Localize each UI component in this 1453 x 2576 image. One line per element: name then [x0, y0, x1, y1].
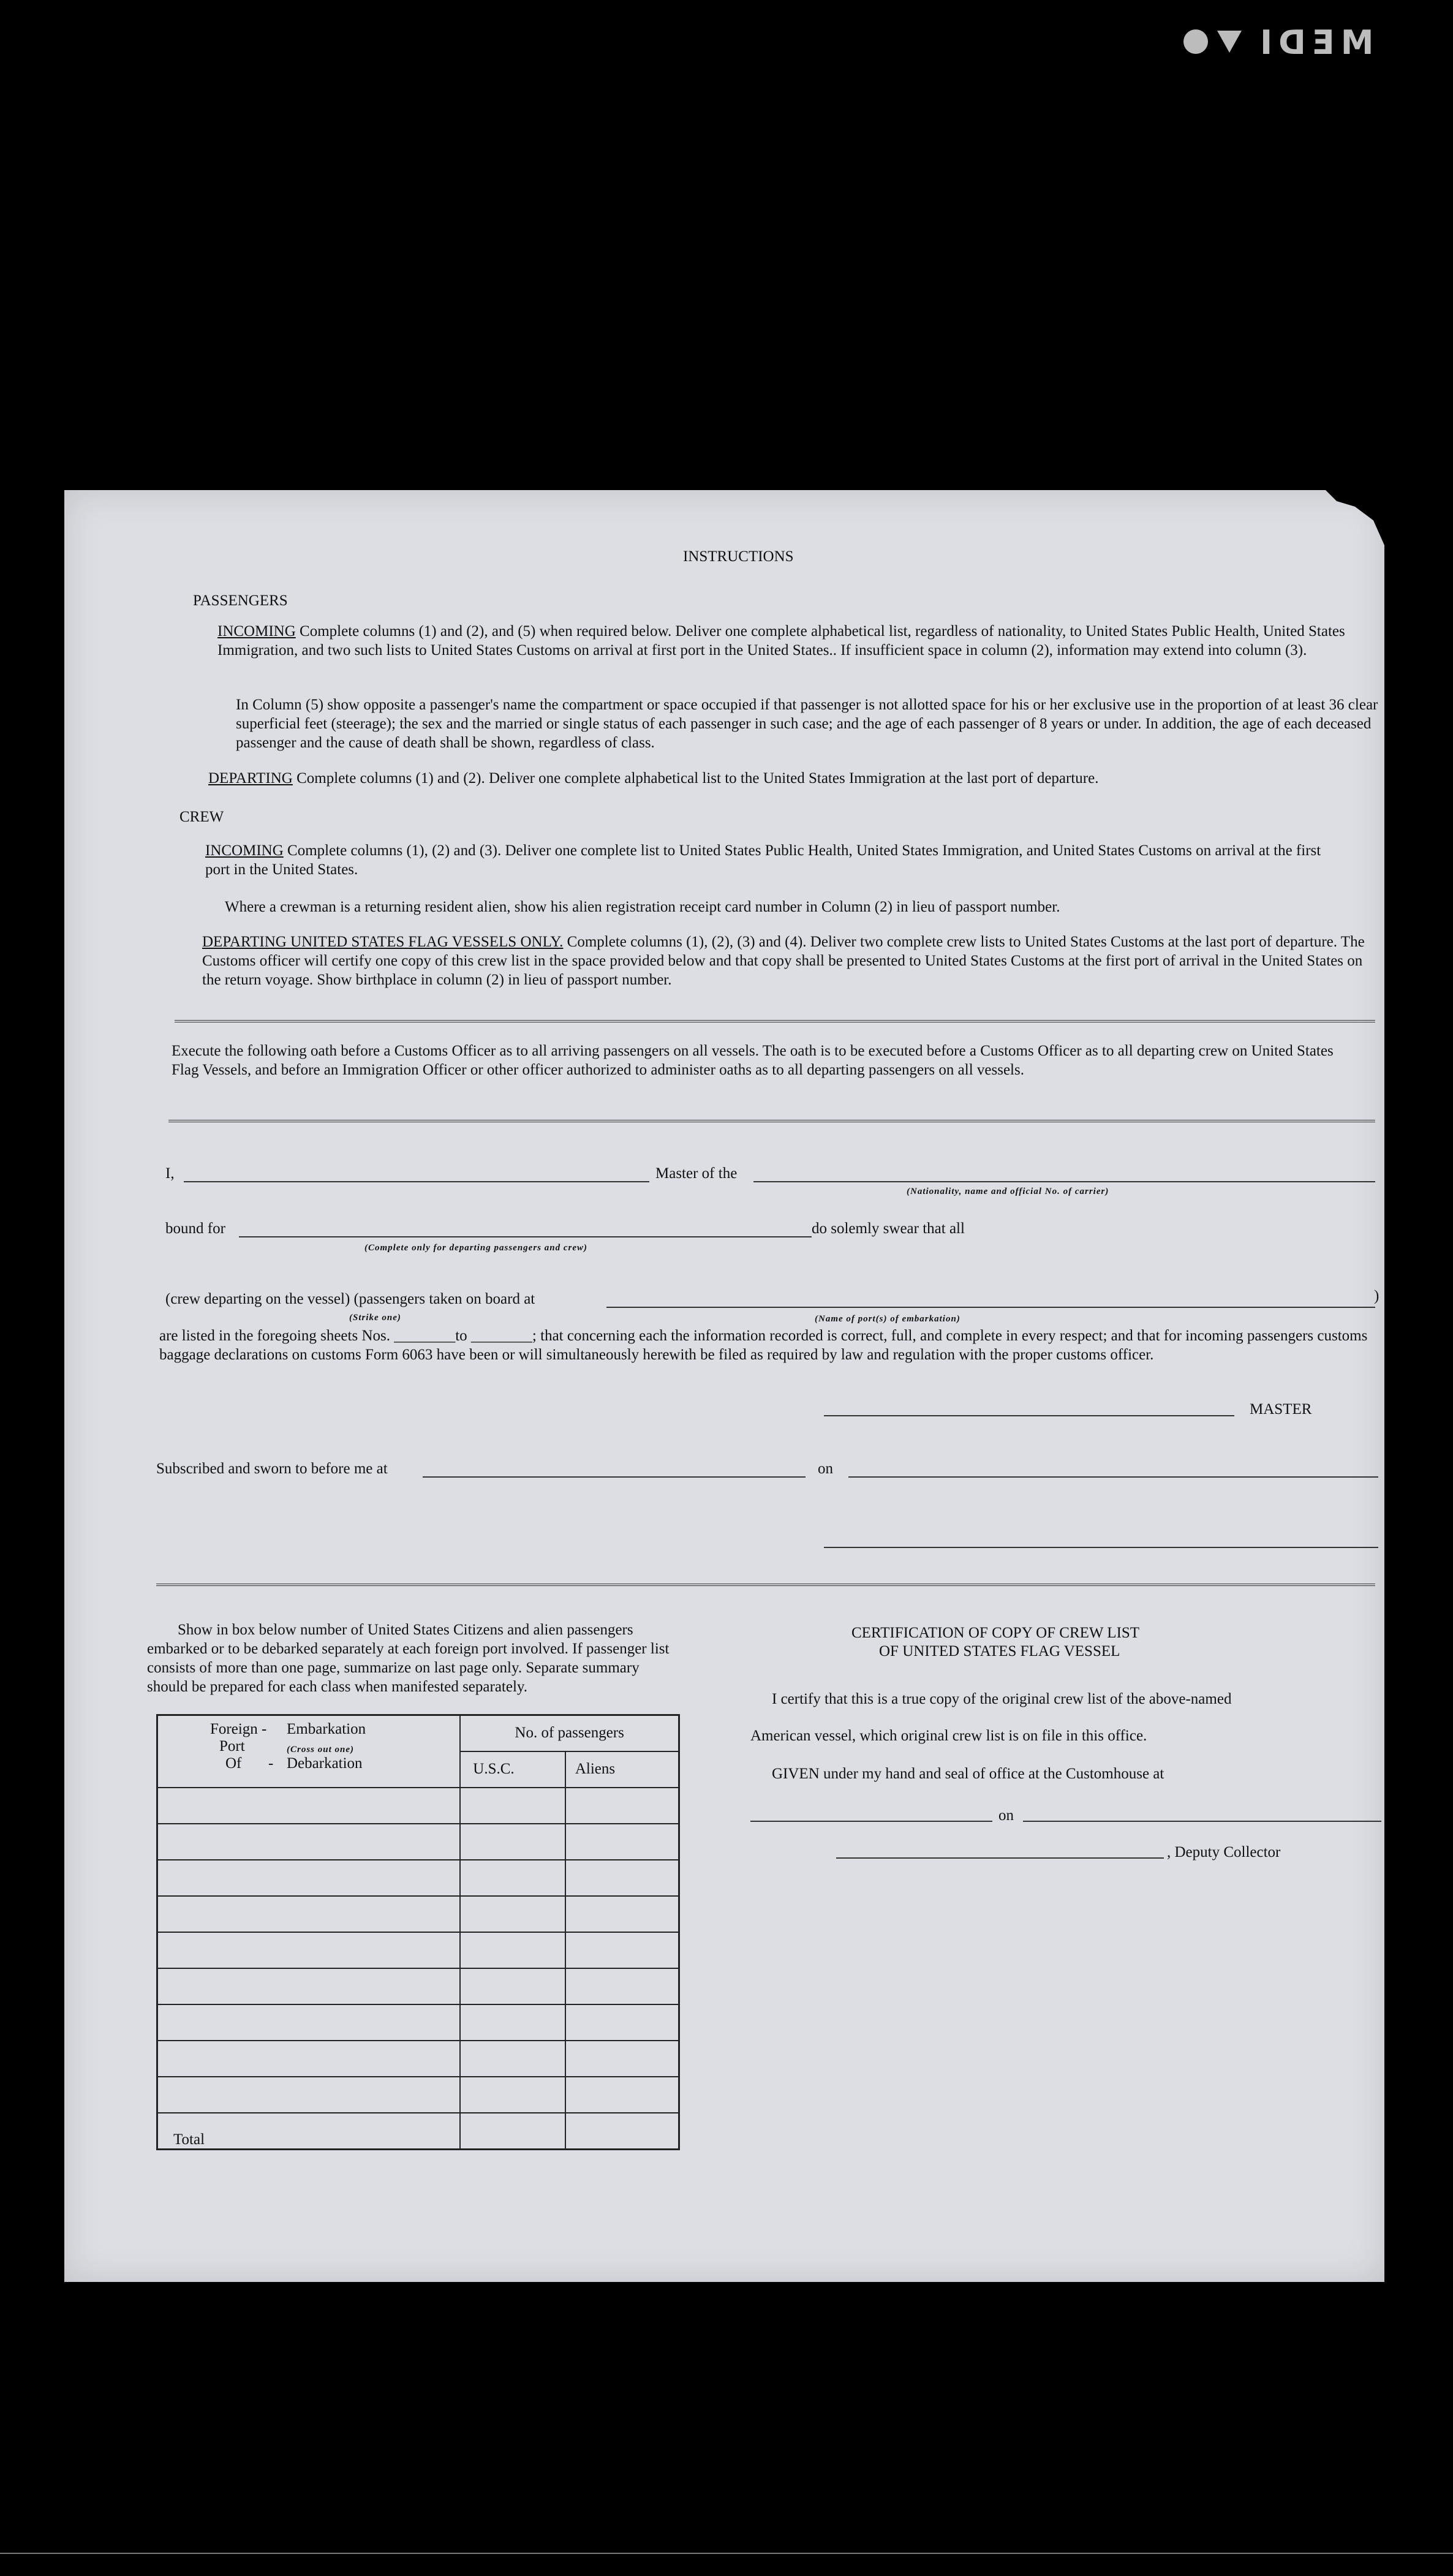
passengers-departing-label: DEPARTING [208, 770, 293, 787]
crew-incoming-text: Complete columns (1), (2) and (3). Deliver one complete list to United States Public Health, United States Immigration, and United States Customs on arrival at the first port in the United States. [205, 842, 1321, 878]
crew-departing-paragraph [202, 932, 1369, 989]
certification-given: GIVEN under my hand and seal of office at the Customhouse at [772, 1766, 1164, 1782]
crew-departing-text: Complete columns (1), (2), (3) and (4). Deliver two complete crew lists to United States Customs at the last port of departure. The Customs officer will certify one copy of this crew list in the space provided below and that copy shall be presented to United States Customs at the first port of arrival in the United States on the return voyage. Show birthplace in column (2) in lieu of passport number. [202, 934, 1365, 988]
col-dash: - [268, 1755, 274, 1772]
passengers-departing-paragraph [208, 769, 1381, 788]
instructions-title: INSTRUCTIONS [683, 548, 794, 565]
summary-table [156, 1714, 680, 2150]
passengers-incoming-text: Complete columns (1) and (2), and (5) when required below. Deliver one complete alphabetical list, regardless of nationality, to United States Public Health, United States Immigration, and two such lists to United States Customs on arrival at first port in the United States.. If insufficient space in column (2), information may extend into column (3). [217, 623, 1345, 659]
oath-i-label: I, [165, 1165, 175, 1182]
crew-departing-label: DEPARTING UNITED STATES FLAG VESSELS ONLY. [202, 934, 564, 950]
col-no-passengers: No. of passengers [460, 1715, 679, 1751]
divider-rule-1 [175, 1020, 1375, 1022]
master-signature-line[interactable] [824, 1415, 1234, 1416]
col-of: Of [225, 1755, 242, 1772]
port-note: (Name of port(s) of embarkation) [815, 1314, 960, 1324]
passengers-column5-paragraph: In Column (5) show opposite a passenger's name the compartment or space occupied if that passenger is not allotted space for his or her exclusive use in the proportion of at least 36 clear superficial feet (steerage); the sex and the married or single status of each passenger in such case; and the age of each passenger of 8 years or under. In addition, the age of each deceased passenger and the cause of death shall be shown, regardless of class. [236, 697, 1378, 751]
certification-on-label: on [998, 1807, 1014, 1824]
film-frame-marker [1079, 23, 1422, 60]
certification-title-line2: OF UNITED STATES FLAG VESSEL [879, 1643, 1120, 1660]
crew-resident-paragraph: Where a crewman is a returning resident alien, show his alien registration receipt card number in Column (2) in lieu of passport number. [225, 899, 1060, 915]
deputy-signature-line[interactable] [836, 1857, 1164, 1859]
passengers-heading: PASSENGERS [193, 592, 288, 609]
table-row[interactable] [157, 2004, 679, 2041]
close-paren: ) [1374, 1288, 1379, 1304]
passengers-incoming-label: INCOMING [217, 623, 296, 640]
table-row[interactable] [157, 1932, 679, 1968]
certification-date-line[interactable] [1023, 1821, 1381, 1822]
summary-header-port [157, 1715, 461, 1788]
certification-text-line2: American vessel, which original crew list is on file in this office. [750, 1728, 1147, 1744]
subscribed-on-label: on [818, 1460, 833, 1477]
summary-intro-paragraph: Show in box below number of United States Citizens and alien passengers embarked or to be debarked separately at each foreign port involved. If passenger list consists of more than one page, summarize on last page only. Separate summary should be prepared for each class when manifested separately. [147, 1622, 670, 1695]
passengers-incoming-paragraph [217, 622, 1381, 660]
master-name-line[interactable] [184, 1181, 649, 1182]
table-row[interactable] [157, 1824, 679, 1860]
customhouse-place-line[interactable] [750, 1821, 992, 1822]
col-debarkation: Debarkation [287, 1755, 363, 1772]
crew-heading: CREW [179, 809, 224, 825]
master-label: MASTER [1250, 1401, 1312, 1418]
bound-for-note: (Complete only for departing passengers and crew) [364, 1243, 587, 1253]
subscribed-label: Subscribed and sworn to before me at [156, 1460, 388, 1477]
swear-text: do solemly swear that all [812, 1220, 965, 1237]
crew-incoming-paragraph [205, 841, 1345, 879]
total-label: Total [157, 2113, 461, 2149]
table-row[interactable] [157, 1860, 679, 1896]
table-row[interactable] [157, 2077, 679, 2113]
oath-intro-paragraph: Execute the following oath before a Customs Officer as to all arriving passengers on all vessels. The oath is to be executed before a Customs Officer as to all departing crew on United States Flag Vessels, and before an Immigration Officer or other officer authorized to administer oaths as to all departing passengers on all vessels. [172, 1043, 1334, 1078]
col-port: Port [219, 1738, 245, 1754]
film-edge-line [0, 2553, 1453, 2558]
col-aliens: Aliens [565, 1751, 679, 1788]
film-marker-text: MEDI [1254, 23, 1374, 62]
table-row[interactable] [157, 1968, 679, 2004]
col-embarkation: Embarkation [287, 1721, 366, 1737]
table-row[interactable] [157, 1788, 679, 1824]
col-cross-note: (Cross out one) [287, 1745, 355, 1754]
bound-for-line[interactable] [239, 1236, 812, 1237]
divider-rule-2 [168, 1120, 1375, 1122]
subscribed-place-line[interactable] [423, 1476, 806, 1478]
master-of-label: Master of the [655, 1165, 738, 1182]
divider-rule-3 [156, 1584, 1375, 1586]
document-sheet [64, 490, 1384, 2282]
film-circle-icon [1183, 29, 1208, 54]
certification-title-line1: CERTIFICATION OF COPY OF CREW LIST [851, 1625, 1140, 1641]
passengers-departing-text: Complete columns (1) and (2). Deliver one complete alphabetical list to the United States Immigration at the last port of departure. [296, 770, 1099, 787]
table-row-total[interactable] [157, 2113, 679, 2149]
crew-incoming-label: INCOMING [205, 842, 284, 859]
oath-listed-paragraph: are listed in the foregoing sheets Nos. ________to ________; that concerning each the information recorded is correct, full, and complete in every respect; and that for incoming passengers customs baggage declarations on customs Form 6063 have been or will simultaneously herewith be filed as required by law and regulation with the proper customs officer. [159, 1328, 1368, 1363]
carrier-note: (Nationality, name and official No. of carrier) [907, 1187, 1109, 1196]
film-triangle-icon [1217, 31, 1242, 53]
torn-corner [1311, 490, 1384, 545]
table-row[interactable] [157, 2041, 679, 2077]
deputy-collector-label: , Deputy Collector [1167, 1844, 1281, 1860]
certification-text-line1: I certify that this is a true copy of the original crew list of the above-named [772, 1691, 1232, 1707]
table-row[interactable] [157, 1896, 679, 1932]
strike-one-note: (Strike one) [349, 1313, 401, 1323]
col-usc: U.S.C. [460, 1751, 565, 1788]
officer-signature-line[interactable] [824, 1547, 1378, 1548]
bound-for-label: bound for [165, 1220, 225, 1237]
crew-departing-text: (crew departing on the vessel) (passengers taken on board at [165, 1291, 535, 1307]
col-foreign: Foreign - [210, 1721, 267, 1737]
embarkation-port-line[interactable] [606, 1307, 1375, 1308]
subscribed-date-line[interactable] [848, 1476, 1378, 1478]
